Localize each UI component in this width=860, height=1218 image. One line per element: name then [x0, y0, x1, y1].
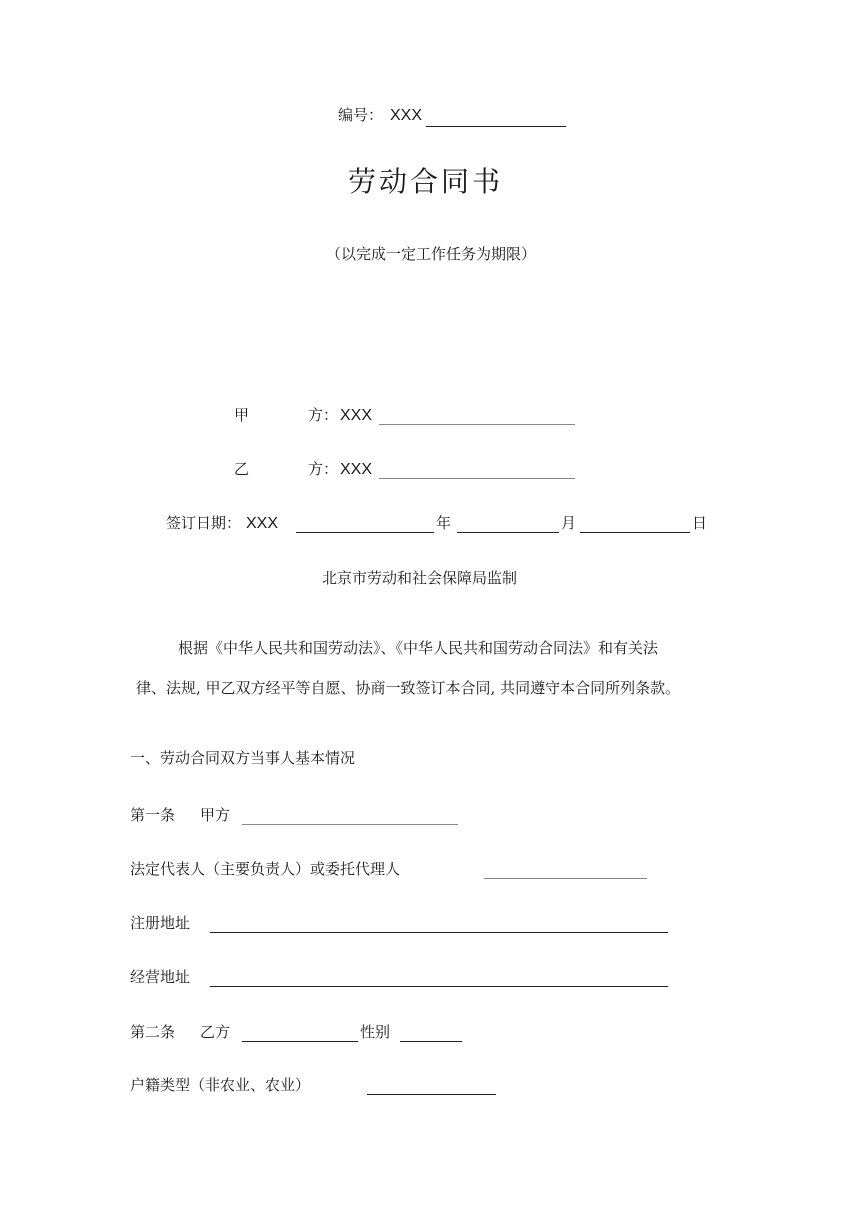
party-a-label-1: 甲: [234, 406, 250, 424]
sign-month-label: 月: [561, 514, 577, 532]
employer-name-underline: [242, 824, 458, 825]
gender-underline: [400, 1041, 462, 1042]
sign-day-label: 日: [692, 514, 708, 532]
party-b-value: XXX: [340, 461, 373, 478]
article-1-party: 甲方: [200, 806, 231, 824]
sign-date-value: XXX: [246, 515, 279, 532]
party-a-value: XXX: [340, 407, 373, 424]
reg-address-label: 注册地址: [130, 914, 191, 932]
sign-month-underline: [457, 532, 559, 533]
household-type-underline: [367, 1094, 496, 1095]
article-1-label: 第一条: [130, 806, 176, 824]
party-b-label-1: 乙: [234, 460, 250, 478]
party-b-underline: [379, 478, 575, 479]
biz-address-underline: [210, 986, 668, 987]
gender-label: 性别: [360, 1023, 391, 1041]
biz-address-label: 经营地址: [130, 968, 191, 986]
legal-rep-label: 法定代表人（主要负责人）或委托代理人: [130, 860, 401, 878]
contract-number-value: XXX: [390, 107, 423, 124]
article-2-party: 乙方: [200, 1023, 231, 1041]
article-2-label: 第二条: [130, 1023, 176, 1041]
party-a-label-2: 方：: [308, 406, 339, 424]
party-a-underline: [379, 424, 575, 425]
sign-date-label: 签订日期：: [166, 514, 242, 532]
contract-number-label: 编号：: [338, 106, 384, 124]
section-1-heading: 一、劳动合同双方当事人基本情况: [130, 749, 356, 767]
sign-year-label: 年: [436, 514, 452, 532]
legal-rep-underline: [484, 878, 647, 879]
document-subtitle: （以完成一定工作任务为期限）: [326, 245, 537, 263]
sign-day-underline: [580, 532, 690, 533]
contract-number-underline: [426, 126, 566, 127]
sign-year-underline: [296, 532, 434, 533]
household-type-label: 户籍类型（非农业、农业）: [130, 1076, 311, 1094]
issuer-text: 北京市劳动和社会保障局监制: [322, 569, 518, 587]
preamble-line-2: 律、法规, 甲乙双方经平等自愿、协商一致签订本合同, 共同遵守本合同所列条款。: [136, 679, 681, 697]
party-b-label-2: 方：: [308, 460, 339, 478]
employee-name-underline: [242, 1041, 358, 1042]
preamble-line-1: 根据《中华人民共和国劳动法》、《中华人民共和国劳动合同法》和有关法: [178, 639, 659, 657]
reg-address-underline: [210, 932, 668, 933]
document-title: 劳动合同书: [348, 165, 504, 198]
